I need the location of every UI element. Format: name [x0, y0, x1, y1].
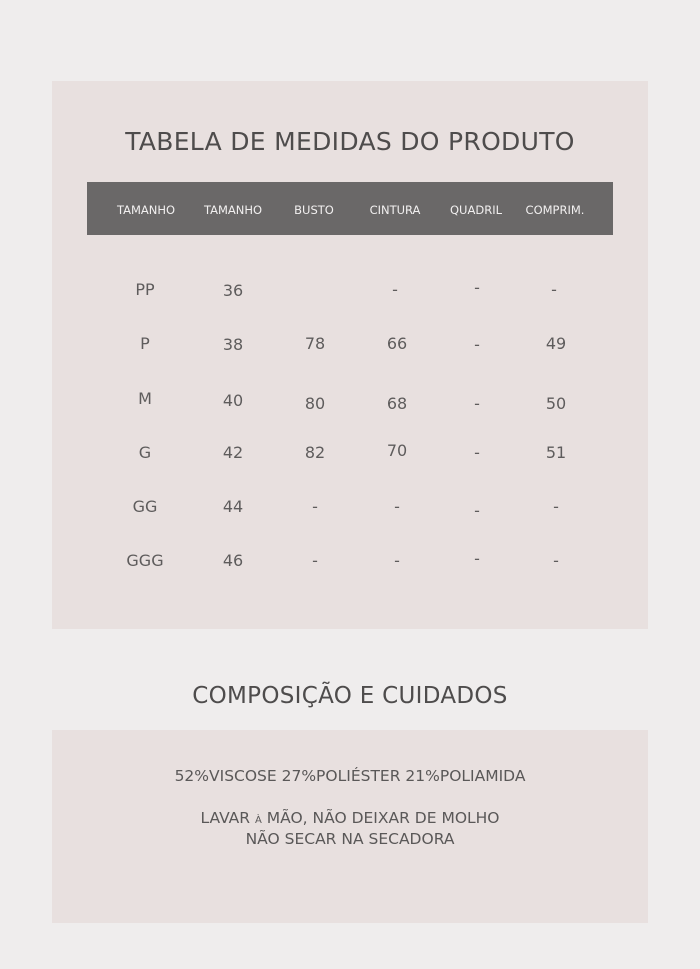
table-cell: 70: [386, 441, 408, 460]
table-cell: 50: [545, 394, 567, 413]
care-line-1-end: MÃO, NÃO DEIXAR DE MOLHO: [261, 809, 500, 827]
table-cell: 82: [304, 443, 326, 462]
table-cell: -: [474, 335, 480, 354]
care-line-1-small: À: [254, 815, 262, 826]
table-cell: GG: [132, 497, 158, 516]
table-cell: 42: [222, 443, 244, 462]
table-cell: PP: [135, 280, 155, 299]
care-line-2: NÃO SECAR NA SECADORA: [245, 830, 455, 848]
header-cell: CINTURA: [369, 203, 421, 217]
table-cell: 78: [304, 334, 326, 353]
table-cell: -: [474, 443, 480, 462]
table-cell: M: [138, 389, 152, 408]
table-cell: -: [474, 501, 480, 520]
table-cell: 38: [222, 335, 244, 354]
table-cell: 36: [222, 281, 244, 300]
table-cell: 51: [545, 443, 567, 462]
table-cell: -: [392, 280, 398, 299]
table-cell: -: [312, 497, 318, 516]
table-cell: -: [551, 280, 557, 299]
composition-title: COMPOSIÇÃO E CUIDADOS: [192, 683, 508, 709]
materials-text: 52%VISCOSE 27%POLIÉSTER 21%POLIAMIDA: [174, 767, 526, 785]
table-header-bar: [87, 182, 613, 235]
table-cell: -: [312, 551, 318, 570]
table-cell: P: [140, 334, 150, 353]
header-cell: TAMANHO: [116, 203, 176, 217]
header-cell: BUSTO: [294, 203, 334, 217]
table-cell: -: [474, 549, 480, 568]
table-cell: -: [553, 497, 559, 516]
header-cell: TAMANHO: [203, 203, 263, 217]
table-cell: 46: [222, 551, 244, 570]
table-cell: -: [394, 497, 400, 516]
table-cell: -: [474, 278, 480, 297]
table-cell: 68: [386, 394, 408, 413]
care-line-1-start: LAVAR: [200, 809, 255, 827]
table-cell: -: [553, 551, 559, 570]
table-cell: 40: [222, 391, 244, 410]
table-cell: -: [394, 551, 400, 570]
table-title: TABELA DE MEDIDAS DO PRODUTO: [125, 127, 575, 156]
table-cell: 66: [386, 334, 408, 353]
table-cell: -: [474, 394, 480, 413]
care-line-1: [52, 809, 648, 827]
size-table-panel: [52, 81, 648, 629]
table-cell: 49: [545, 334, 567, 353]
table-cell: GGG: [126, 551, 164, 570]
table-cell: 80: [304, 394, 326, 413]
table-cell: 44: [222, 497, 244, 516]
header-cell: COMPRIM.: [525, 203, 585, 217]
table-cell: G: [138, 443, 152, 462]
header-cell: QUADRIL: [450, 203, 502, 217]
